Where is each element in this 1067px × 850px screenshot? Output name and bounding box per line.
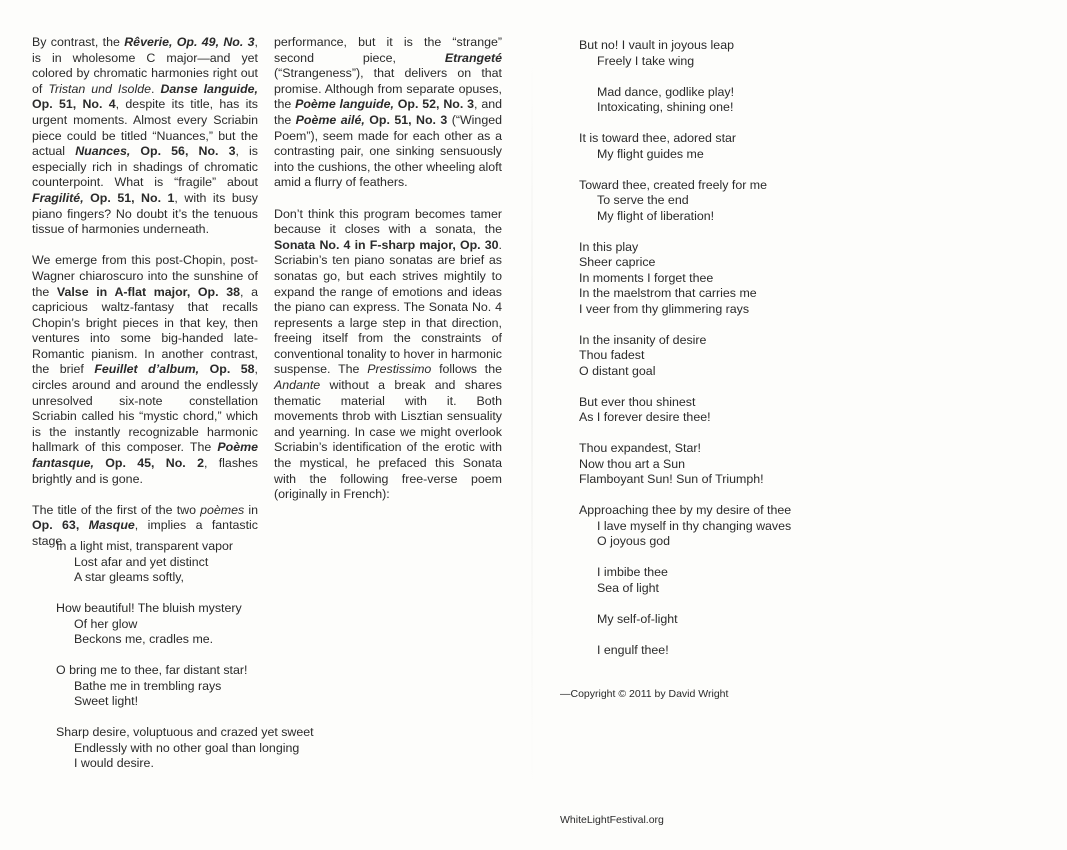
poem-stanza [579, 131, 791, 162]
poem-line: O distant goal [579, 363, 656, 378]
poem-left [56, 539, 314, 787]
poem-line: My flight of liberation! [597, 208, 715, 223]
poem-line: My flight guides me [597, 146, 704, 161]
poem-stanza [579, 441, 791, 488]
poem-line: Sea of light [597, 580, 659, 595]
poem-line: Beckons me, cradles me. [74, 632, 214, 646]
poem-line: O bring me to thee, far distant star! [56, 663, 248, 677]
poem-line: Of her glow [74, 616, 138, 631]
page-fold [531, 60, 533, 790]
poem-line: Sweet light! [74, 694, 139, 708]
poem-line: Thou fadest [579, 348, 645, 362]
poem-line: Toward thee, created freely for me [579, 177, 768, 192]
poem-line: Flamboyant Sun! Sun of Triumph! [579, 472, 764, 486]
poem-stanza [579, 38, 791, 69]
paragraph-etrangete: performance, but it is the “strange” second piece, Etrangeté (“Strangeness”), that delivers on that promise. Although from separate opuses, the Poème languide, Op. 52, No. 3, and the Poème ailé, Op. 51, No. 3 (“Winged Poem”), seem made for each other as a contrasting pair, one sinking sensuously into the cushions, the other wheeling aloft amid a flurry of feathers. [274, 35, 502, 190]
poem-line: In the maelstrom that carries me [579, 286, 757, 300]
poem-stanza [56, 601, 314, 648]
footer-url: WhiteLightFestival.org [560, 814, 664, 826]
poem-line: I engulf thee! [597, 642, 669, 657]
poem-line: Bathe me in trembling rays [74, 678, 222, 693]
poem-line: My self-of-light [597, 611, 678, 626]
prose-column-2 [274, 35, 502, 518]
poem-stanza [579, 565, 791, 596]
poem-stanza [579, 85, 791, 116]
poem-line: I imbibe thee [597, 565, 668, 579]
poem-line: But no! I vault in joyous leap [579, 38, 734, 52]
poem-line: O joyous god [597, 534, 671, 548]
poem-line: How beautiful! The bluish mystery [56, 601, 242, 615]
poem-stanza [56, 539, 314, 586]
poem-stanza [579, 178, 791, 225]
poem-line: Endlessly with no other goal than longing [74, 740, 300, 755]
poem-line: In a light mist, transparent vapor [56, 539, 233, 553]
poem-line: In moments I forget thee [579, 270, 714, 285]
poem-stanza [56, 663, 314, 710]
paragraph-reverie: By contrast, the Rêverie, Op. 49, No. 3, is in wholesome C major—and yet colored by chromatic harmonies right out of Tristan und Isolde. Danse languide, Op. 51, No. 4, despite its title, has its urgent moments. Almost every Scriabin piece could be titled “Nuances,” but the actual Nuances, Op. 56, No. 3, is especially rich in shadings of chromatic counterpoint. What is “fragile” about Fragilité, Op. 51, No. 1, with its busy piano fingers? No doubt it’s the tenuous tissue of harmonies underneath. [32, 35, 258, 237]
poem-line: Mad dance, godlike play! [597, 84, 735, 99]
poem-line: Approaching thee by my desire of thee [579, 503, 792, 517]
paragraph-sonata: Don’t think this program becomes tamer because it closes with a sonata, the Sonata No. 4 in F-sharp major, Op. 30. Scriabin’s ten piano sonatas are brief as sonatas go, but each strives mightily to expand the range of emotions and ideas the piano can express. The Sonata No. 4 represents a large step in that direction, freeing itself from the constraints of conventional tonality to hover in harmonic suspense. The Prestissimo follows the Andante without a break and shares thematic material with it. Both movements throb with Lisztian sensuality and yearning. In case we might overlook Scriabin’s identification of the erotic with the mystical, he prefaced this Sonata with the following free-verse poem (originally in French): [274, 206, 503, 502]
poem-line: It is toward thee, adored star [579, 131, 737, 145]
poem-line: I veer from thy glimmering rays [579, 301, 750, 316]
poem-line: I would desire. [74, 756, 154, 770]
poem-line: Lost afar and yet distinct [74, 554, 209, 569]
paragraph-valse: We emerge from this post-Chopin, post-Wagner chiaroscuro into the sunshine of the Valse in A-flat major, Op. 38, a capricious waltz-fantasy that recalls Chopin’s bright pieces in that key, then ventures into some big-handed late-Romantic pianism. In another contrast, the brief Feuillet d’album, Op. 58, circles around and around the endlessly unresolved six-note constellation Scriabin called his “mystic chord,” which is the instantly recognizable harmonic hallmark of this composer. The Poème fantasque, Op. 45, No. 2, flashes brightly and is gone. [32, 253, 259, 486]
poem-stanza [579, 395, 791, 426]
poem-stanza [579, 240, 791, 318]
paragraph-masque: The title of the first of the two poèmes in Op. 63, Masque, implies a fantastic stage [32, 502, 259, 548]
poem-stanza [579, 643, 791, 659]
poem-line: As I forever desire thee! [579, 410, 711, 424]
poem-line: Freely I take wing [597, 53, 695, 68]
prose-column-1 [32, 35, 258, 565]
poem-stanza [579, 612, 791, 628]
poem-line: Intoxicating, shining one! [597, 100, 734, 114]
poem-stanza [56, 725, 314, 772]
poem-line: Thou expandest, Star! [579, 441, 701, 455]
poem-line: To serve the end [597, 193, 689, 207]
poem-line: In the insanity of desire [579, 332, 707, 347]
poem-line: But ever thou shinest [579, 394, 696, 409]
poem-stanza [579, 503, 791, 550]
poem-line: Sheer caprice [579, 255, 656, 269]
poem-line: In this play [579, 239, 639, 254]
poem-line: Now thou art a Sun [579, 456, 686, 471]
poem-right [579, 38, 791, 674]
poem-stanza [579, 333, 791, 380]
poem-line: I lave myself in thy changing waves [597, 518, 792, 533]
poem-line: A star gleams softly, [74, 570, 184, 584]
copyright-notice: —Copyright © 2011 by David Wright [560, 688, 729, 700]
poem-line: Sharp desire, voluptuous and crazed yet sweet [56, 725, 314, 739]
